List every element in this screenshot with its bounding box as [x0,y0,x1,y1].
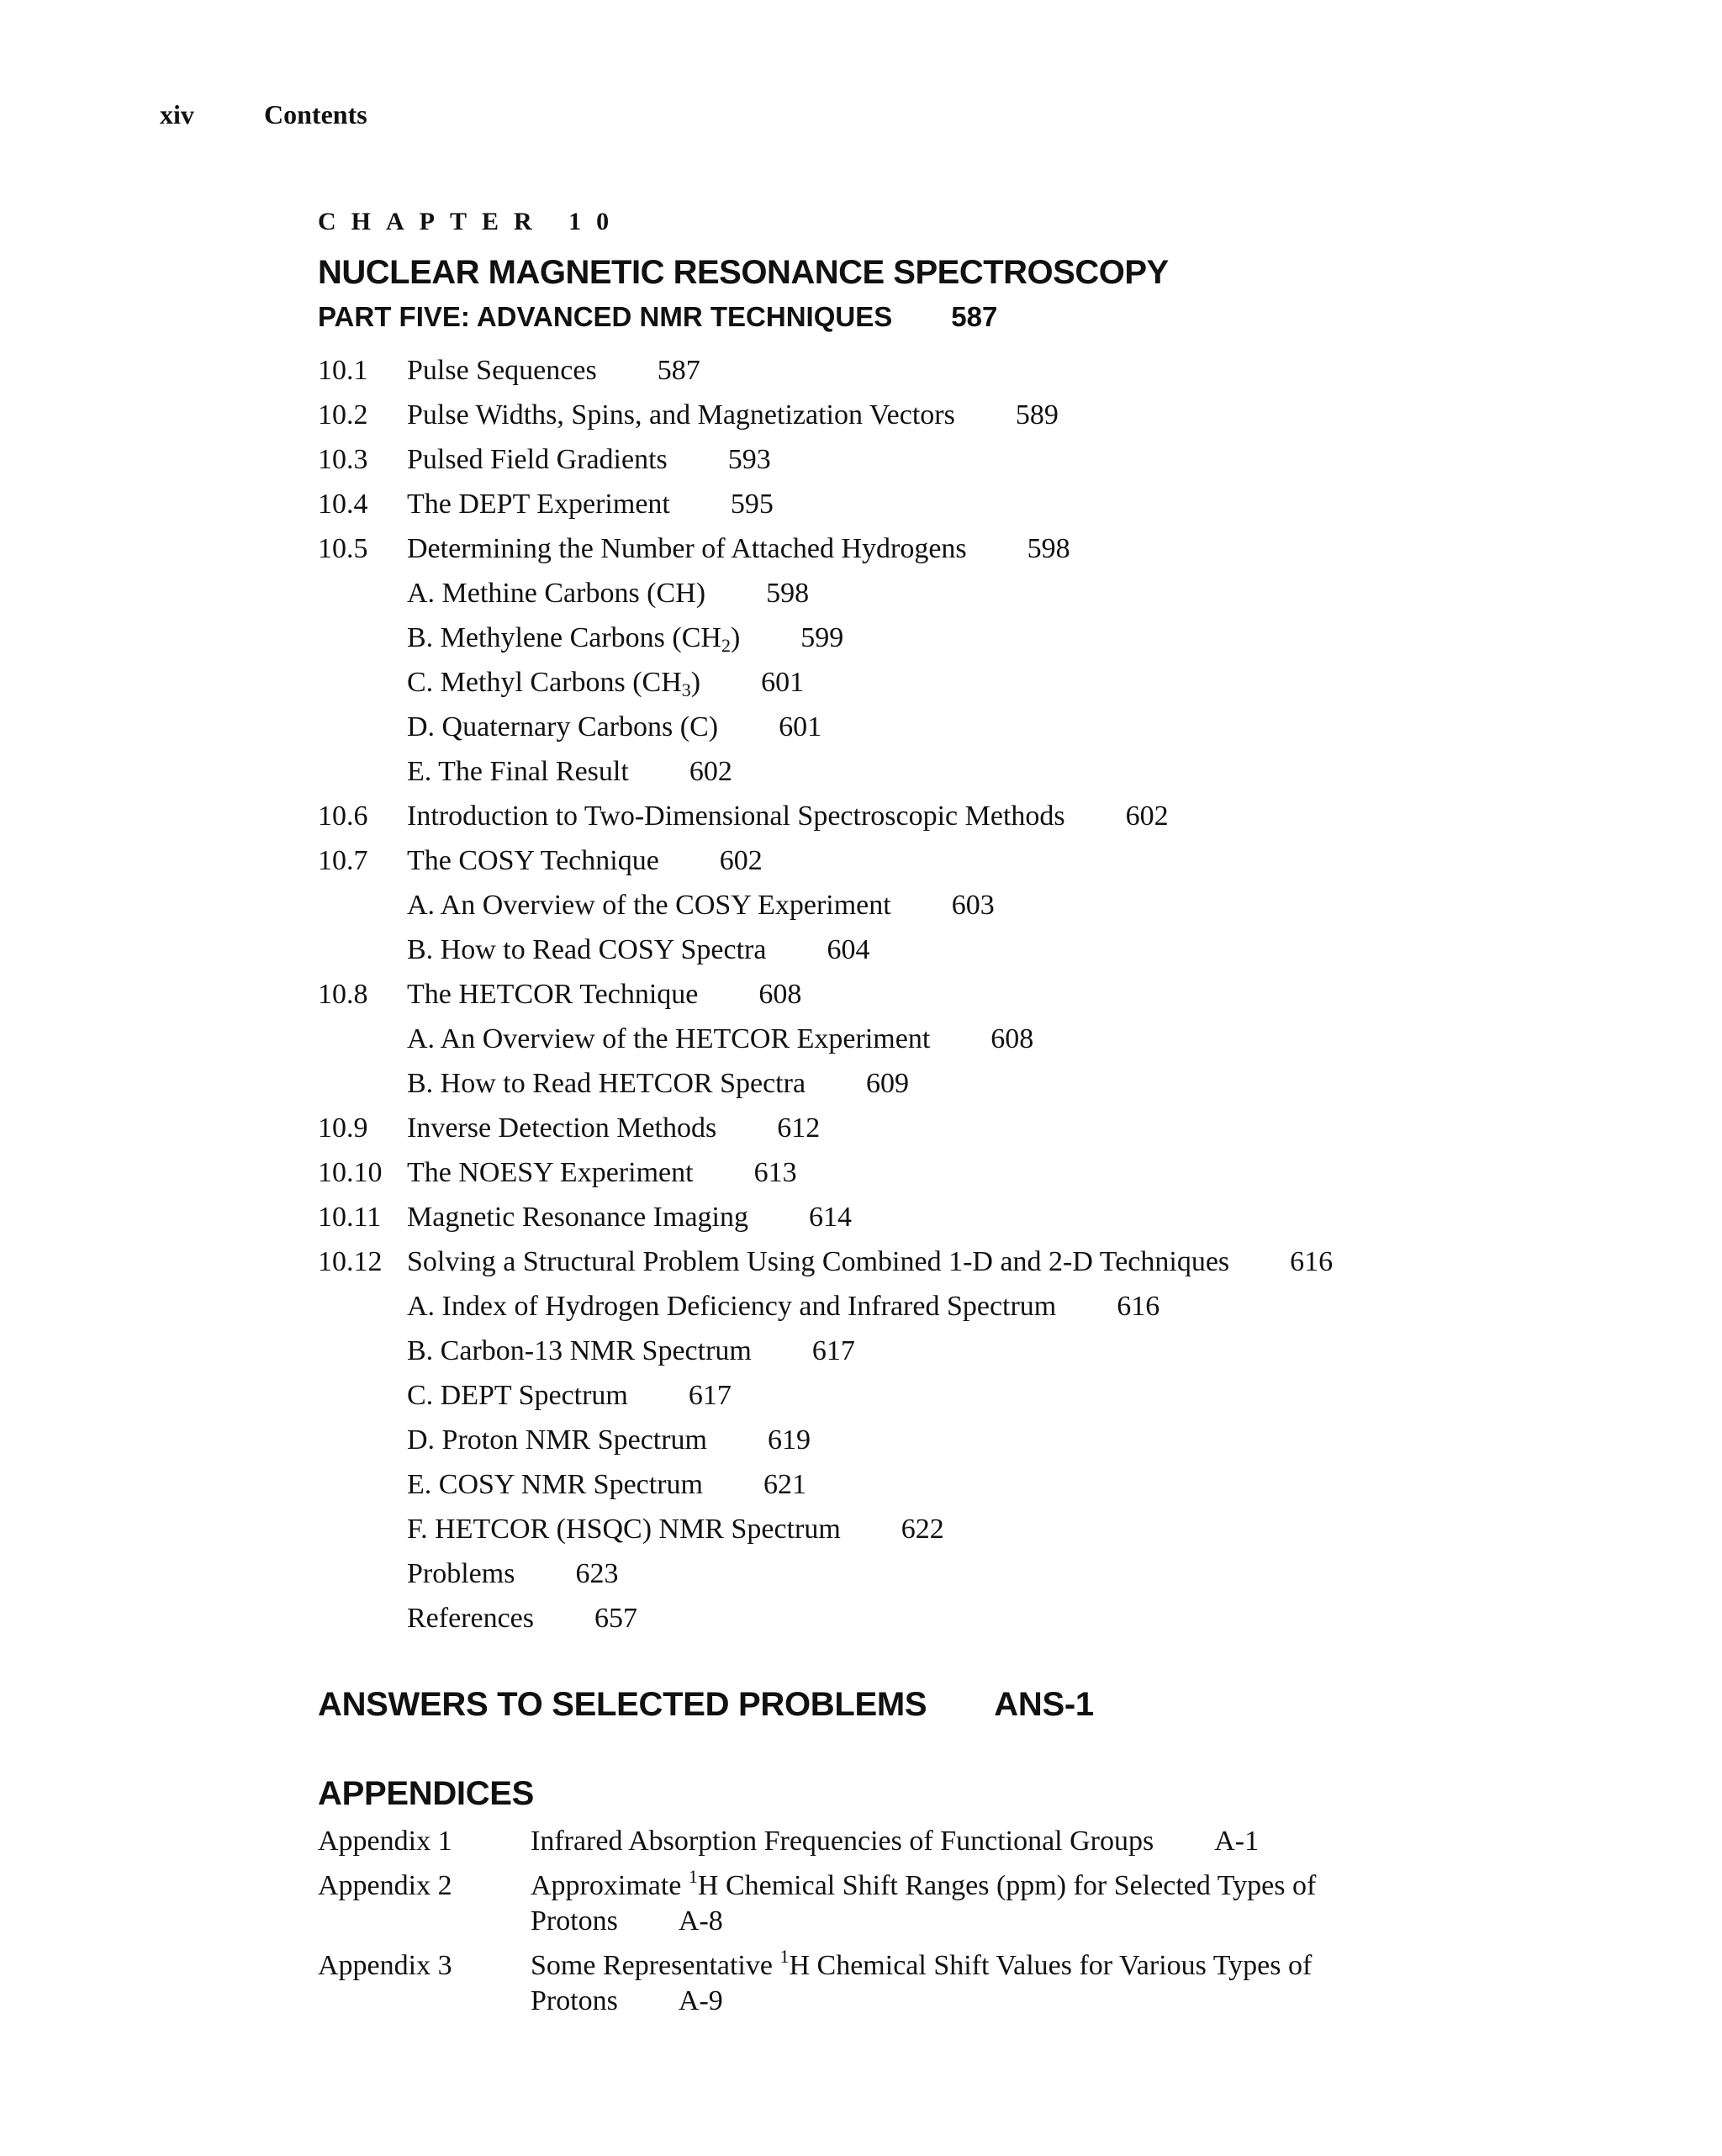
toc-entry-title-text: D. Proton NMR Spectrum [407,1424,707,1456]
toc-entry[interactable] [318,794,1646,838]
toc-entry-title-text: B. How to Read HETCOR Spectra [407,1068,806,1099]
toc-entry-page: 619 [768,1424,811,1456]
toc-entry-title-text: A. An Overview of the COSY Experiment [407,890,891,921]
toc-entry[interactable] [318,1239,1646,1284]
toc-entry-title [407,437,668,482]
toc-entry[interactable] [318,437,1646,482]
toc-entry-title [407,1239,1229,1284]
toc-entry-number: 10.7 [318,845,368,876]
answers-page: ANS-1 [994,1686,1094,1723]
toc-entry-title [407,883,891,927]
toc-entry-page: 601 [779,711,822,742]
toc-subentry[interactable] [318,883,1646,927]
toc-entry-title [407,749,629,794]
toc-entry-page: 614 [808,1202,852,1233]
running-title: Contents [264,99,367,129]
toc-entry-page: 598 [1027,533,1070,564]
appendix-page: A-9 [678,1985,723,2016]
toc-entry-number: 10.8 [318,979,368,1010]
toc-entry-title-text: A. Index of Hydrogen Deficiency and Infrared Spectrum [407,1291,1057,1322]
toc-entry-title [407,616,740,660]
toc-entry-title-text: Inverse Detection Methods [407,1112,717,1144]
toc-entry-page: 608 [758,979,802,1010]
toc-entry-number: 10.10 [318,1157,383,1188]
toc-entry-title [407,393,955,437]
appendix-title-text: H Chemical Shift Values for Various Types of Protons [531,1950,1313,2016]
toc-entry-title-text: C. DEPT Spectrum [407,1380,628,1411]
toc-entry-title [407,794,1065,838]
toc-entry-title-text: Magnetic Resonance Imaging [407,1202,748,1233]
appendix-list [318,1824,1646,2019]
superscript: 1 [779,1946,790,1967]
appendix-entry[interactable] [318,1824,1646,1859]
toc-entry-title [407,1195,748,1239]
toc-entry-page: 608 [990,1023,1034,1054]
toc-entry-page: 621 [763,1469,806,1500]
toc-subentry[interactable] [318,705,1646,749]
toc-entry-title-text: C. Methyl Carbons (CH [407,667,682,698]
toc-subentry[interactable] [318,660,1646,705]
toc-entry-title-text: B. Carbon-13 NMR Spectrum [407,1335,752,1366]
toc-entry-title [407,1373,628,1418]
toc-entry-page: 602 [1125,801,1169,832]
toc-entry-page: 602 [719,845,763,876]
toc-entry-title [407,1017,930,1061]
toc-entry-title-text: Introduction to Two-Dimensional Spectroscopic Methods [407,801,1065,832]
toc-entry-title [407,1596,534,1641]
answers-heading[interactable] [318,1681,1646,1728]
subscript: 2 [721,635,731,656]
toc-entry-page: 595 [730,489,774,520]
toc-entry[interactable] [318,393,1646,437]
toc-entry-title-text: B. How to Read COSY Spectra [407,934,767,965]
appendix-label: Appendix 1 [318,1826,452,1857]
part-title [318,296,1646,338]
toc-subentry[interactable] [318,1017,1646,1061]
toc-entry-title-text: E. COSY NMR Spectrum [407,1469,703,1500]
toc-entry-number: 10.4 [318,489,368,520]
toc-entry-title [407,1106,716,1150]
toc-entry-number: 10.6 [318,801,368,832]
toc-entry-page: 616 [1117,1291,1160,1322]
toc-entry-title-text: A. An Overview of the HETCOR Experiment [407,1023,931,1054]
toc-subentry[interactable] [318,927,1646,972]
toc-entry-title [407,1061,806,1106]
toc-entry-title-text: Pulse Sequences [407,355,597,386]
appendix-title [531,1948,1371,2019]
toc-entry-title [407,1329,752,1373]
subscript: 3 [681,679,691,700]
toc-entry-title [407,1284,1056,1329]
appendix-title-text: H Chemical Shift Ranges (ppm) for Selected Types of Protons [531,1870,1317,1937]
toc-entry-number: 10.9 [318,1112,368,1144]
toc-entry-page: 617 [688,1380,732,1411]
toc-entry-title [407,1462,703,1507]
toc-entry[interactable] [318,1106,1646,1150]
toc-entry-page: 593 [727,444,771,475]
toc-subentry[interactable] [318,1061,1646,1106]
appendix-page: A-1 [1214,1826,1260,1857]
toc-entry[interactable] [318,348,1646,393]
appendix-entry[interactable] [318,1868,1646,1939]
toc-entry-page: 602 [689,756,732,787]
toc-entry-title-text: Pulsed Field Gradients [407,444,668,475]
toc-entry-title [407,1418,707,1462]
part-title-text: PART FIVE: ADVANCED NMR TECHNIQUES [318,301,893,332]
toc-entry-page: 616 [1290,1246,1334,1277]
toc-entry-title [407,838,659,883]
toc-entry-title [407,526,967,571]
toc-entry-title-text: ) [730,622,741,653]
toc-subentry[interactable] [318,1329,1646,1373]
toc-subentry[interactable] [318,1284,1646,1329]
toc-entry-title [407,660,700,705]
toc-entry-title-text: References [407,1603,535,1634]
superscript: 1 [688,1866,698,1887]
toc-entry[interactable] [318,1195,1646,1239]
toc-entry-title-text: The HETCOR Technique [407,979,699,1010]
toc-entry-page: 604 [827,934,870,965]
toc-entry-title-text: F. HETCOR (HSQC) NMR Spectrum [407,1514,841,1545]
toc-entry-title [407,571,705,616]
toc-entry-title [407,1551,515,1596]
toc-entry-page: 612 [777,1112,821,1144]
toc-entry-page: 609 [866,1068,910,1099]
toc-entry[interactable] [318,526,1646,571]
toc-entry-number: 10.3 [318,444,368,475]
chapter-title: NUCLEAR MAGNETIC RESONANCE SPECTROSCOPY [318,254,1169,291]
toc-entry-page: 622 [901,1514,944,1545]
toc-entry-page: 617 [811,1335,855,1366]
answers-title: ANSWERS TO SELECTED PROBLEMS [318,1686,927,1723]
toc-entry-title-text: ) [690,667,701,698]
toc-entry-title [407,1507,841,1551]
chapter-label: CHAPTER 10 [318,208,625,235]
appendix-label: Appendix 2 [318,1870,452,1901]
toc-subentry[interactable] [318,571,1646,616]
toc-entry-title-text: Determining the Number of Attached Hydrogens [407,533,967,564]
toc-entry-title [407,482,670,526]
toc-subentry[interactable] [318,1418,1646,1462]
toc-entry-title [407,972,698,1017]
toc-subentry[interactable] [318,749,1646,794]
toc-entry-title [407,1150,694,1195]
toc-entry-number: 10.11 [318,1202,382,1233]
toc-entry-page: 603 [951,890,995,921]
toc-entry[interactable] [318,482,1646,526]
appendix-page: A-8 [678,1905,723,1937]
toc-subentry[interactable] [318,1551,1646,1596]
appendix-label: Appendix 3 [318,1950,452,1981]
appendix-title-text: Infrared Absorption Frequencies of Functional Groups [531,1826,1154,1857]
toc-entry-title-text: The NOESY Experiment [407,1157,694,1188]
toc-entry-page: 587 [657,355,700,386]
toc-entry-number: 10.2 [318,399,368,431]
toc-entry-page: 623 [575,1558,619,1589]
page-number: xiv [160,99,194,129]
toc-entry-title-text: E. The Final Result [407,756,629,787]
toc-entry-title-text: B. Methylene Carbons (CH [407,622,721,653]
toc-entry-title-text: A. Methine Carbons (CH) [407,578,706,609]
toc-entry-page: 589 [1015,399,1059,431]
toc-entry-number: 10.12 [318,1246,383,1277]
toc-subentry[interactable] [318,1507,1646,1551]
toc-subentry[interactable] [318,616,1646,660]
toc-entry-title [407,705,718,749]
running-head [160,99,367,130]
appendix-title [531,1824,1371,1859]
toc-subentry[interactable] [318,1373,1646,1418]
toc-entry[interactable] [318,1150,1646,1195]
toc-entry[interactable] [318,972,1646,1017]
toc-list [318,348,1646,1641]
toc-entry-title-text: The COSY Technique [407,845,659,876]
toc-subentry[interactable] [318,1462,1646,1507]
toc-entry-number: 10.5 [318,533,368,564]
toc-entry-page: 601 [761,667,805,698]
toc-entry-title-text: Pulse Widths, Spins, and Magnetization Vectors [407,399,955,431]
toc-subentry[interactable] [318,1596,1646,1641]
toc-entry-title-text: Solving a Structural Problem Using Combined 1-D and 2-D Techniques [407,1246,1230,1277]
appendix-entry[interactable] [318,1948,1646,2019]
toc-entry-page: 599 [800,622,844,653]
appendices-heading: APPENDICES [318,1775,535,1812]
toc-entry-title [407,927,766,972]
toc-entry-page: 613 [753,1157,797,1188]
toc-entry-title-text: Problems [407,1558,515,1589]
toc-entry[interactable] [318,838,1646,883]
appendix-title-text: Approximate [531,1870,689,1901]
contents-body [318,202,1646,2028]
toc-entry-page: 598 [766,578,810,609]
part-page: 587 [951,301,998,332]
appendix-title [531,1868,1371,1939]
toc-entry-title [407,348,597,393]
toc-entry-number: 10.1 [318,355,368,386]
appendix-title-text: Some Representative [531,1950,780,1981]
toc-entry-title-text: The DEPT Experiment [407,489,670,520]
toc-entry-page: 657 [594,1603,638,1634]
toc-entry-title-text: D. Quaternary Carbons (C) [407,711,719,742]
